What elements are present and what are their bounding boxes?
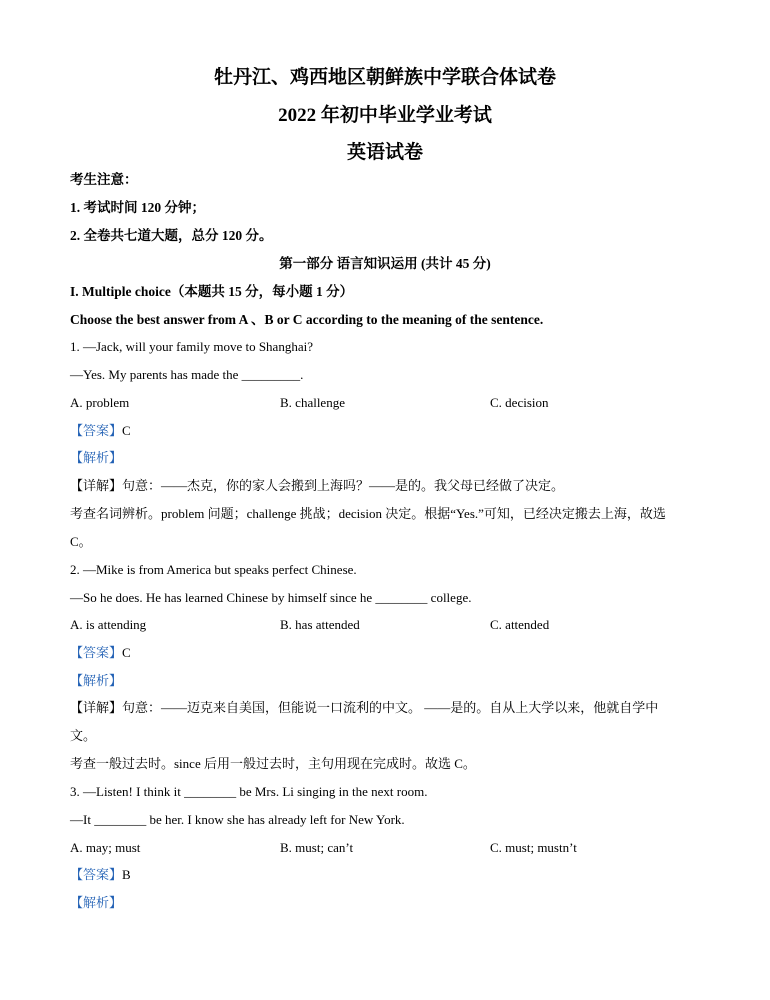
answer-value: B xyxy=(122,867,131,882)
question-3-line-2: —It ________ be her. I know she has already left for New York. xyxy=(70,812,405,827)
question-1-option-c: C. decision xyxy=(490,395,549,410)
question-1-line-2: —Yes. My parents has made the _________. xyxy=(70,367,304,382)
question-3-answer xyxy=(70,867,710,883)
detail-tag: 【详解】 xyxy=(70,478,123,493)
question-2-line-1: 2. —Mike is from America but speaks perfect Chinese. xyxy=(70,562,357,577)
question-2-answer xyxy=(70,645,710,661)
section-heading: I. Multiple choice（本题共 15 分，每小题 1 分） xyxy=(70,284,354,299)
notice-heading: 考生注意： xyxy=(70,172,138,187)
detail-tag: 【详解】 xyxy=(70,700,123,715)
answer-value: C xyxy=(122,645,131,660)
part-heading: 第一部分 语言知识运用 (共计 45 分) xyxy=(279,256,491,271)
question-1-line-1: 1. —Jack, will your family move to Shanghai? xyxy=(70,339,313,354)
question-2-option-c: C. attended xyxy=(490,617,550,632)
question-3-option-b: B. must; can’t xyxy=(280,840,354,855)
question-3-option-c: C. must; mustn’t xyxy=(490,840,577,855)
question-2-detail-1 xyxy=(70,700,710,716)
question-1-detail-1 xyxy=(70,478,710,494)
notice-item-1: 1. 考试时间 120 分钟； xyxy=(70,200,205,215)
detail-text: 句意：——迈克来自美国，但能说一口流利的中文。 ——是的。自从上大学以来，他就自学中 xyxy=(122,700,659,715)
answer-tag: 【答案】 xyxy=(70,867,123,882)
question-2-detail-2: 文。 xyxy=(70,728,97,743)
question-1-option-b: B. challenge xyxy=(280,395,345,410)
question-1-analysis-tag: 【解析】 xyxy=(70,450,123,465)
question-2-detail-3: 考查一般过去时。since 后用一般过去时，主句用现在完成时。故选 C。 xyxy=(70,756,476,771)
question-2-option-a: A. is attending xyxy=(70,617,147,632)
exam-title: 牡丹江、鸡西地区朝鲜族中学联合体试卷 xyxy=(213,67,556,88)
question-1-detail-3: C。 xyxy=(70,534,92,549)
question-1-detail-2: 考查名词辨析。problem 问题；challenge 挑战；decision 决定。根据“Yes.”可知，已经决定搬去上海，故选 xyxy=(70,506,666,521)
exam-subject-title: 英语试卷 xyxy=(346,142,423,163)
question-2-option-b: B. has attended xyxy=(280,617,360,632)
exam-subtitle: 2022 年初中毕业学业考试 xyxy=(278,105,492,126)
answer-tag: 【答案】 xyxy=(70,423,123,438)
answer-tag: 【答案】 xyxy=(70,645,123,660)
answer-value: C xyxy=(122,423,131,438)
question-3-analysis-tag: 【解析】 xyxy=(70,895,123,910)
notice-item-2: 2. 全卷共七道大题，总分 120 分。 xyxy=(70,228,273,243)
question-1-option-a: A. problem xyxy=(70,395,130,410)
question-3-line-1: 3. —Listen! I think it ________ be Mrs. Li singing in the next room. xyxy=(70,784,428,799)
detail-text: 句意：——杰克，你的家人会搬到上海吗？——是的。我父母已经做了决定。 xyxy=(122,478,565,493)
section-instruction: Choose the best answer from A 、B or C according to the meaning of the sentence. xyxy=(70,312,544,327)
question-3-option-a: A. may; must xyxy=(70,840,141,855)
question-2-analysis-tag: 【解析】 xyxy=(70,673,123,688)
question-1-answer xyxy=(70,423,710,439)
question-2-line-2: —So he does. He has learned Chinese by himself since he ________ college. xyxy=(70,590,472,605)
